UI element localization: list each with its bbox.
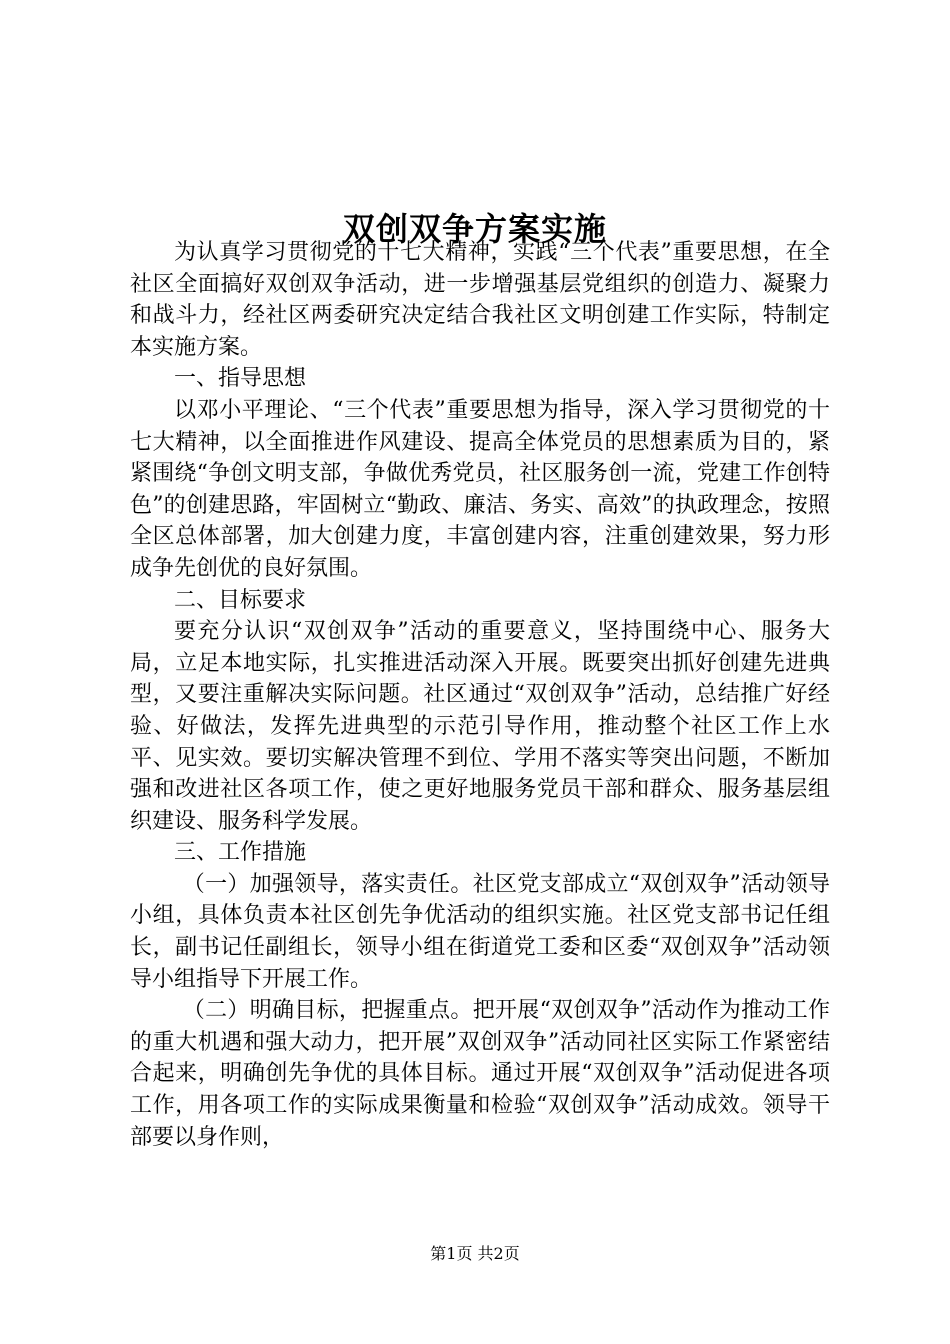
document-title: 双创双争方案实施 bbox=[342, 210, 607, 249]
measure-1-paragraph: （一）加强领导，落实责任。社区党支部成立“双创双争”活动领导小组，具体负责本社区创先争优活动的组织实施。社区党支部书记任组长，副书记任副组长，领导小组在街道党工委和区委“双创双争”活动领导小组指导下开展工作。 bbox=[130, 871, 830, 992]
intro-paragraph: 为认真学习贯彻党的十七大精神，实践“三个代表”重要思想，在全社区全面搞好双创双争活动，进一步增强基层党组织的创造力、凝聚力和战斗力，经社区两委研究决定结合我社区文明创建工作实际，特制定本实施方案。 bbox=[130, 240, 830, 360]
document-body bbox=[130, 237, 830, 1153]
page-footer: 第1页 共2页 bbox=[430, 1244, 520, 1263]
guiding-ideology-paragraph: 以邓小平理论、“三个代表”重要思想为指导，深入学习贯彻党的十七大精神，以全面推进作风建设、提高全体党员的思想素质为目的，紧紧围绕“争创文明支部，争做优秀党员，社区服务创一流，党建工作创特色”的创建思路，牢固树立“勤政、廉洁、务实、高效”的执政理念，按照全区总体部署，加大创建力度，丰富创建内容，注重创建效果，努力形成争先创优的良好氛围。 bbox=[130, 397, 830, 581]
section-heading-goals: 二、目标要求 bbox=[174, 587, 307, 613]
section-heading-measures: 三、工作措施 bbox=[174, 840, 307, 866]
goals-paragraph: 要充分认识“双创双争”活动的重要意义，坚持围绕中心、服务大局，立足本地实际，扎实推进活动深入开展。既要突出抓好创建先进典型，又要注重解决实际问题。社区通过“双创双争”活动，总结推广好经验、好做法，发挥先进典型的示范引导作用，推动整个社区工作上水平、见实效。要切实解决管理不到位、学用不落实等突出问题，不断加强和改进社区各项工作，使之更好地服务党员干部和群众、服务基层组织建设、服务科学发展。 bbox=[130, 619, 830, 834]
section-heading-guiding-ideology: 一、指导思想 bbox=[174, 366, 307, 392]
measure-2-paragraph: （二）明确目标，把握重点。把开展“双创双争”活动作为推动工作的重大机遇和强大动力，把开展”双创双争”活动同社区实际工作紧密结合起来，明确创先争优的具体目标。通过开展“双创双争”活动促进各项工作，用各项工作的实际成果衡量和检验“双创双争”活动成效。领导干部要以身作则， bbox=[130, 998, 830, 1150]
